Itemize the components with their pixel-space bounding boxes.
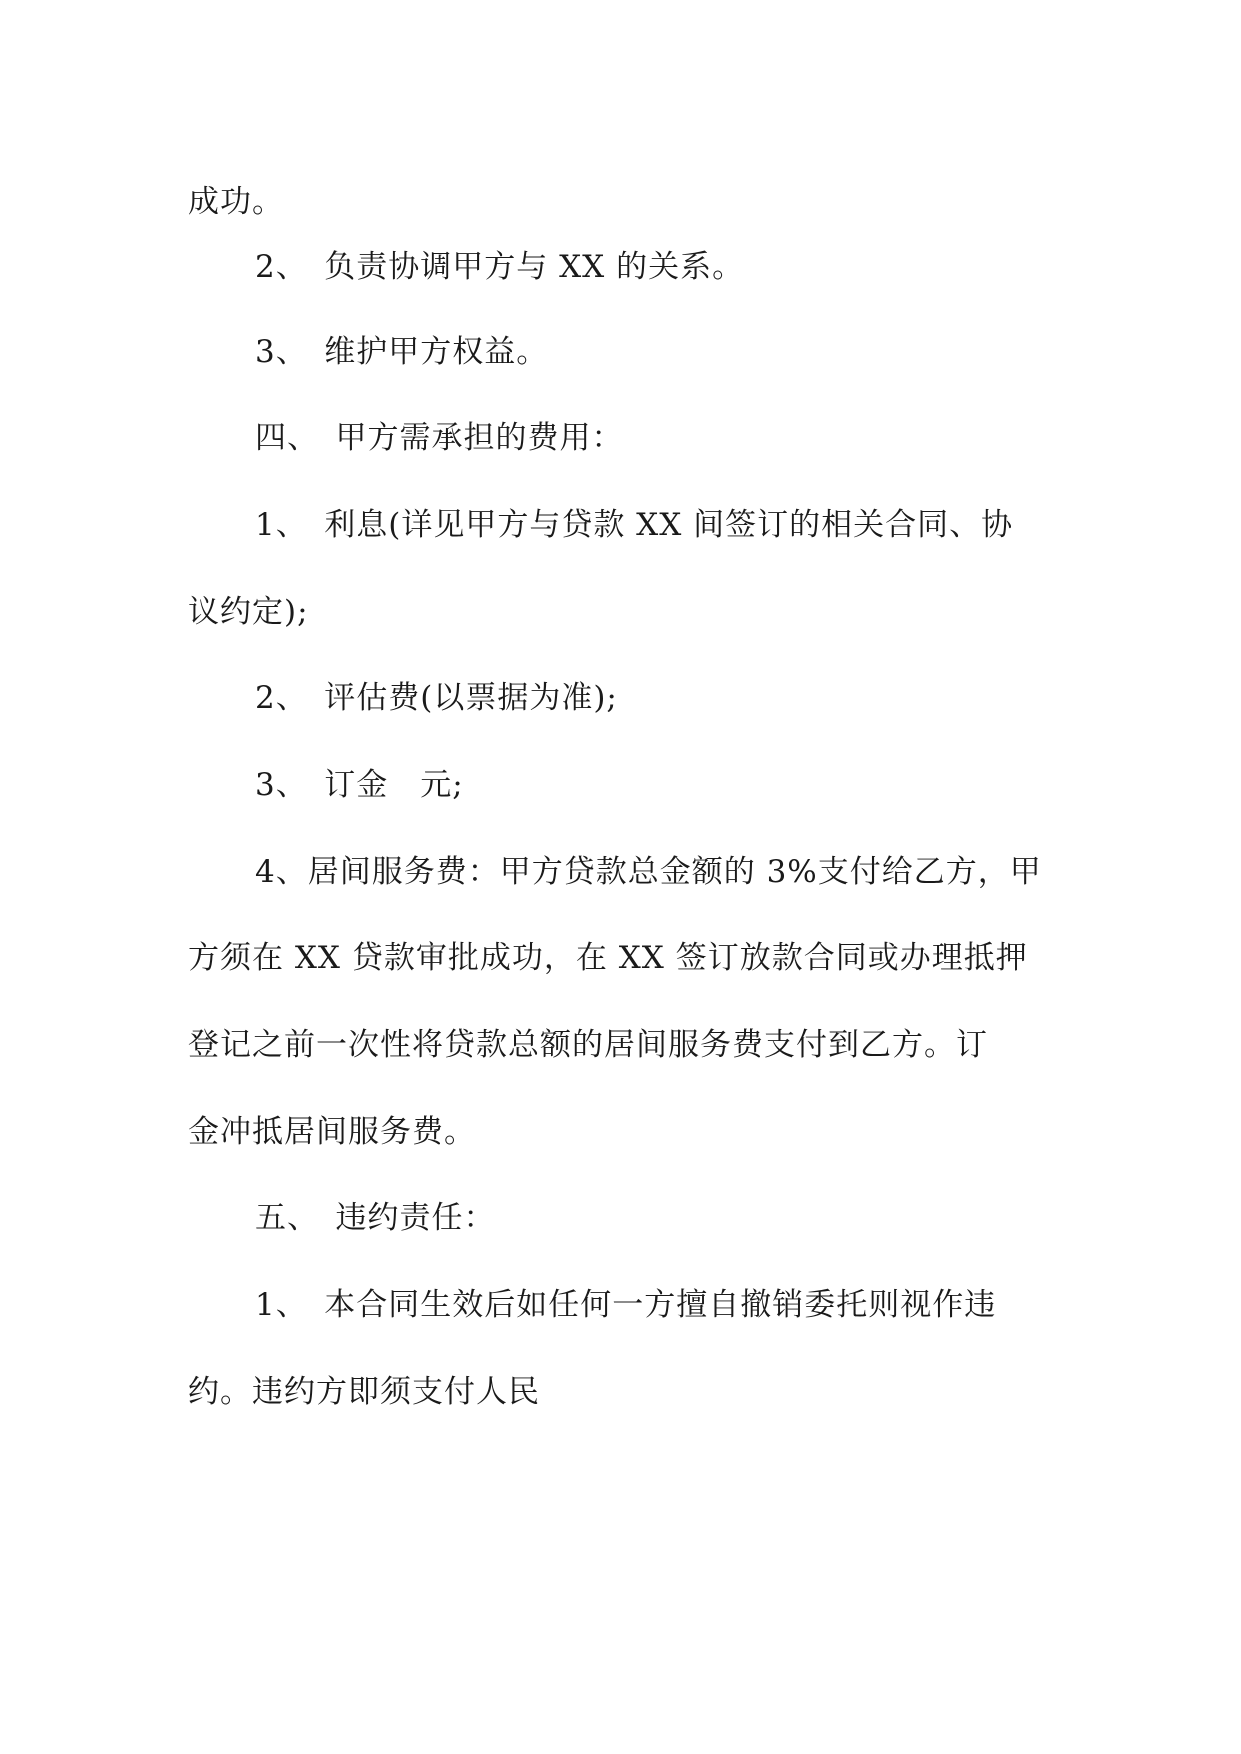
text-line-14: 1、 本合同生效后如任何一方擅自撤销委托则视作违 (255, 1287, 997, 1323)
text-line-10: 方须在 XX 贷款审批成功，在 XX 签订放款合同或办理抵押 (188, 940, 1028, 976)
text-line-9: 4、居间服务费：甲方贷款总金额的 3%支付给乙方，甲 (255, 854, 1042, 890)
text-line-15: 约。违约方即须支付人民 (188, 1374, 540, 1410)
text-line-1: 成功。 (188, 184, 284, 220)
section-heading-fees: 四、 甲方需承担的费用： (255, 420, 624, 456)
text-line-12: 金冲抵居间服务费。 (188, 1114, 476, 1150)
text-line-5: 1、 利息(详见甲方与贷款 XX 间签订的相关合同、协 (255, 507, 1014, 543)
text-line-8: 3、 订金 元; (255, 767, 464, 803)
text-line-11: 登记之前一次性将贷款总额的居间服务费支付到乙方。订 (188, 1027, 988, 1063)
text-line-2: 2、 负责协调甲方与 XX 的关系。 (255, 249, 745, 285)
section-heading-breach: 五、 违约责任： (255, 1200, 496, 1236)
text-line-3: 3、 维护甲方权益。 (255, 334, 549, 370)
text-line-6: 议约定); (188, 594, 309, 630)
text-line-7: 2、 评估费(以票据为准); (255, 680, 618, 716)
